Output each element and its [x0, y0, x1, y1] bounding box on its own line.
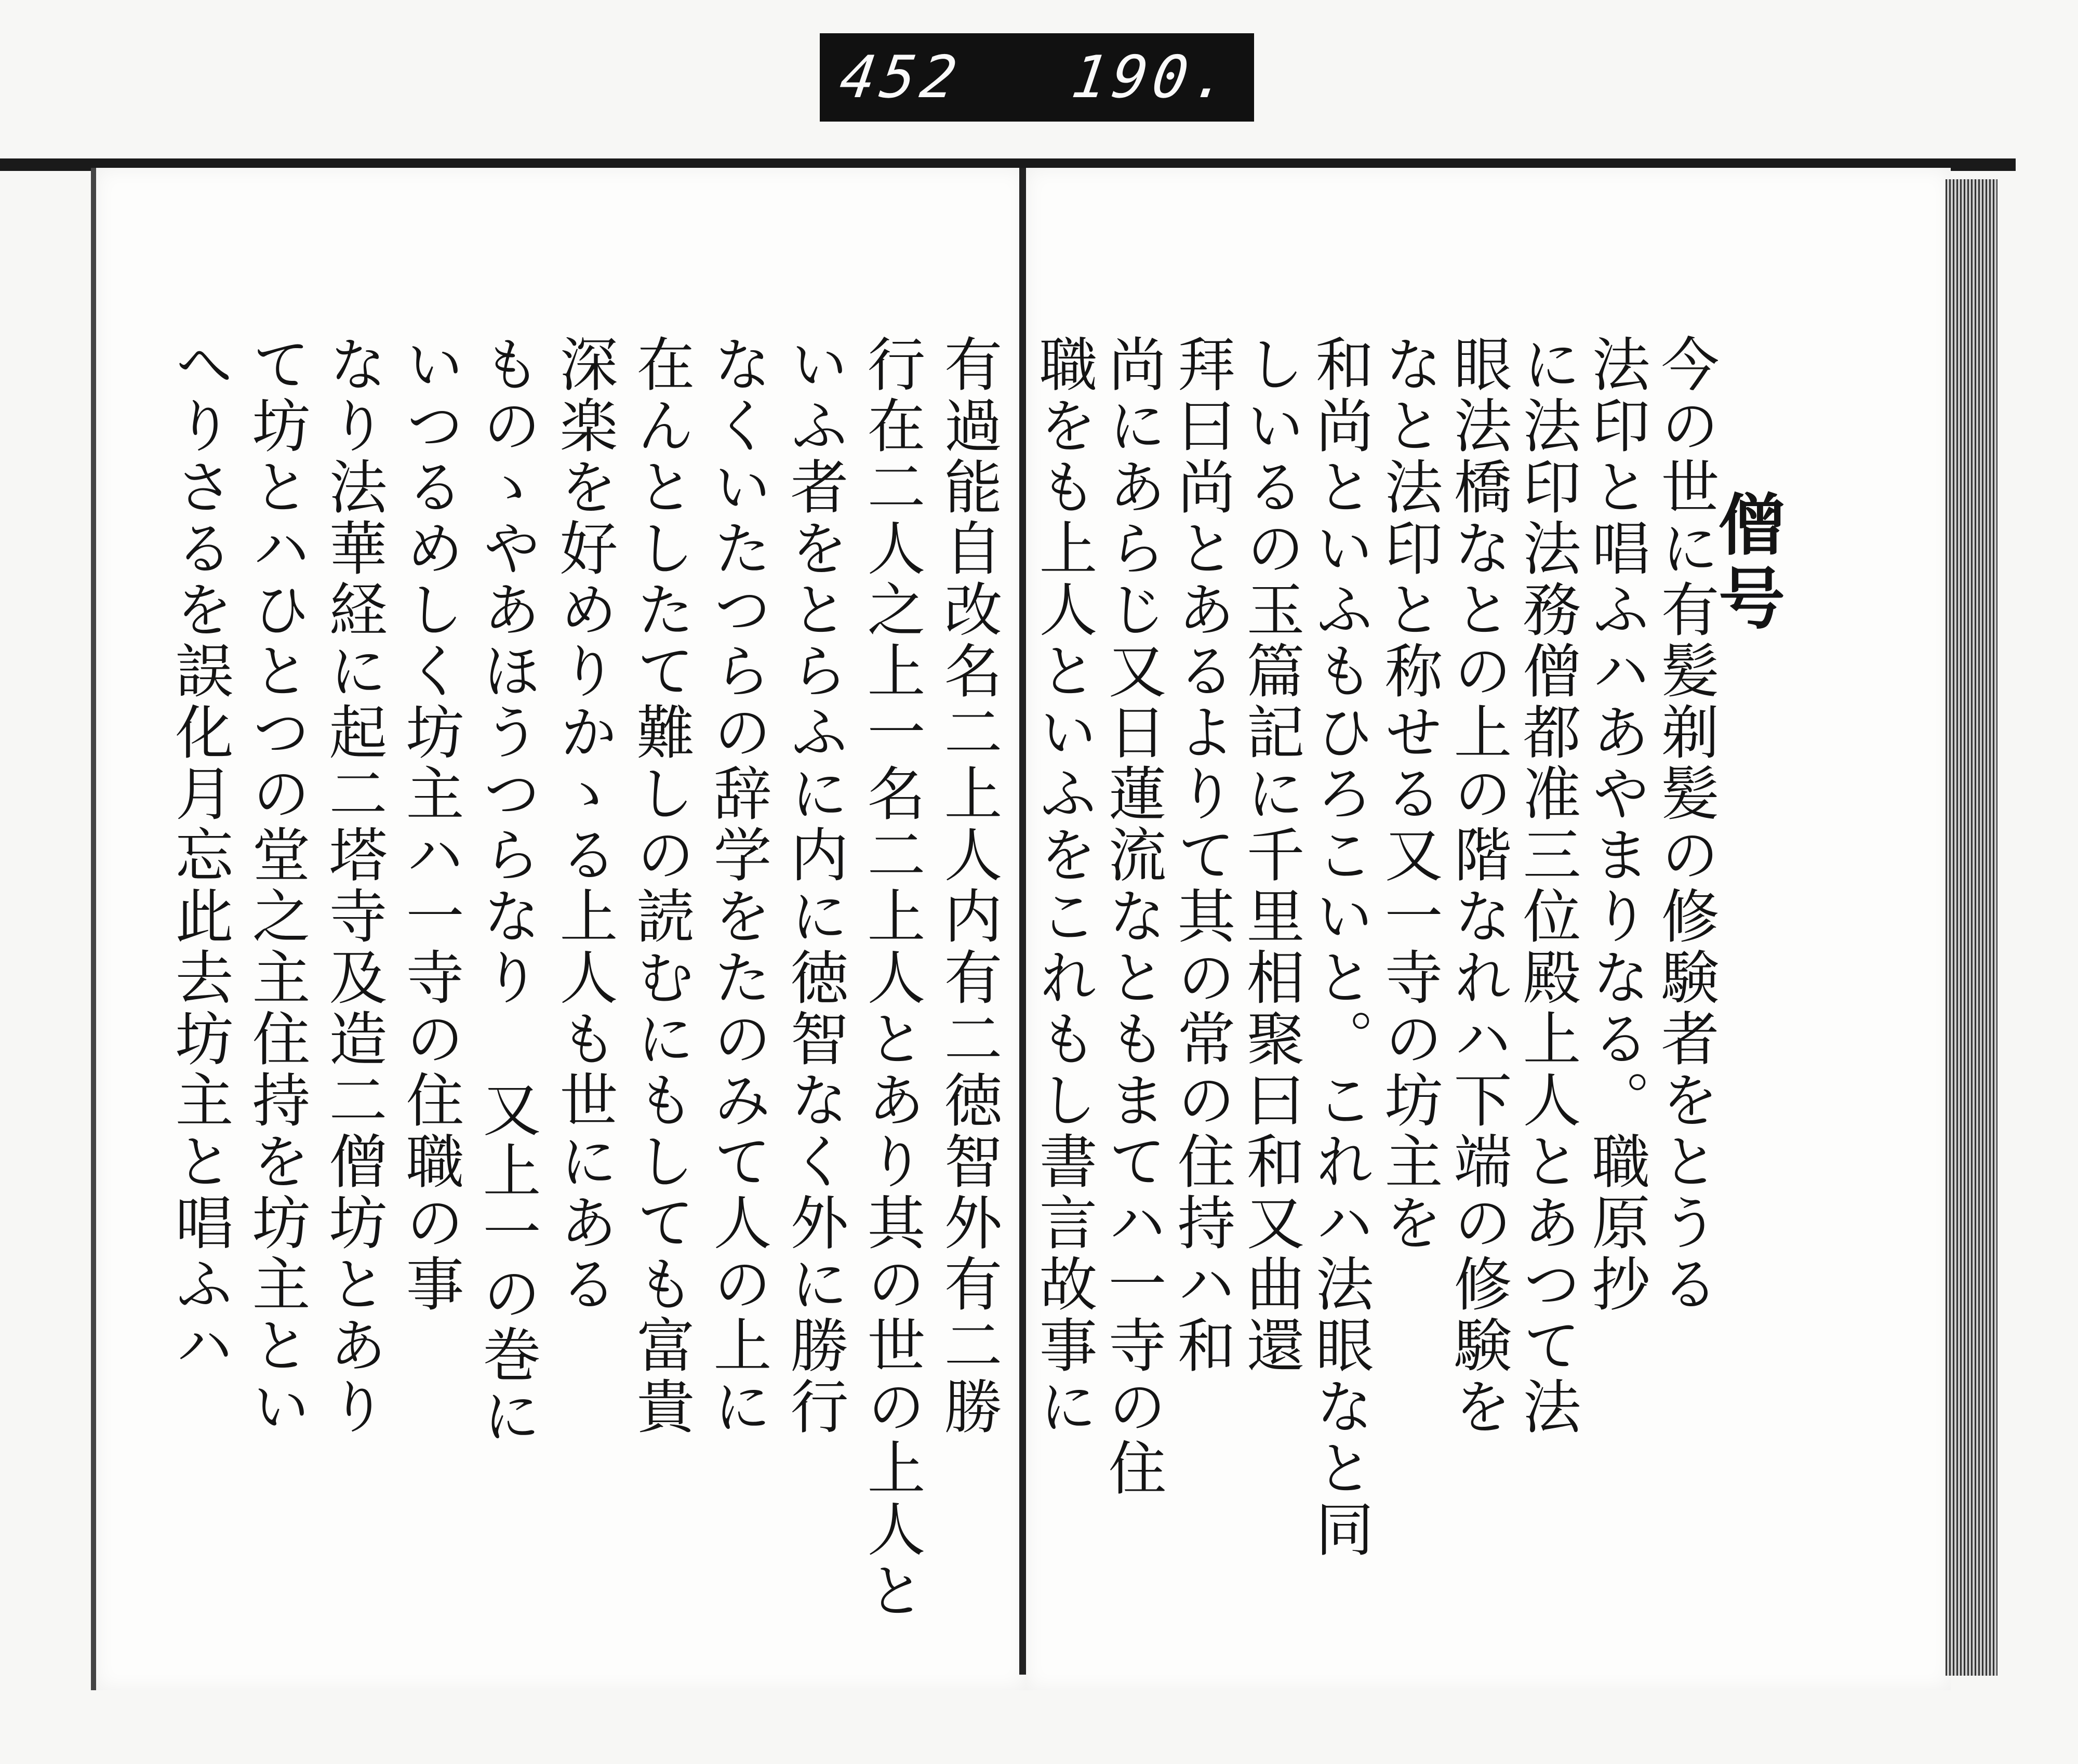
- text-column: 在んとしたて難しの読むにもしても富貴: [627, 334, 695, 1438]
- book-spine: [1019, 168, 1027, 1675]
- text-column: 職をも上人といふをこれもし書言故事に: [1030, 334, 1097, 1438]
- text-column: 有過能自改名二上人内有二徳智外有二勝: [935, 334, 1002, 1438]
- open-book: [0, 158, 2078, 1704]
- catalog-number-right: 190.: [1068, 44, 1238, 111]
- left-page: [91, 168, 1026, 1690]
- text-column: 和尚といふもひろこいと。これハ法眼なと同: [1306, 334, 1374, 1560]
- text-column: いつるめしく坊主ハ一寺の住職の事: [396, 334, 464, 1315]
- text-column: なくいたつらの辞学をたのみて人の上に: [704, 334, 771, 1438]
- text-column: 法印と唱ふハあやまりなる。職原抄: [1582, 334, 1650, 1315]
- text-column: 拜曰尚とあるよりて其の常の住持ハ和: [1168, 334, 1235, 1376]
- text-column: へりさるを誤化月忘此去坊主と唱ふハ: [166, 334, 233, 1376]
- right-page: [1026, 168, 1951, 1690]
- text-column: 深楽を好めりかゝる上人も世にある: [550, 334, 618, 1315]
- catalog-number-left: 452: [835, 44, 966, 111]
- text-column: なと法印と称せる又一寺の坊主を: [1375, 334, 1443, 1254]
- text-column: いふ者をとらふに内に徳智なく外に勝行: [781, 334, 848, 1438]
- text-column: しいるの玉篇記に千里相聚曰和又曲還: [1237, 334, 1304, 1376]
- text-column: ものゝやあほうつらなり 又上一の巻に: [473, 334, 541, 1447]
- catalog-label: [820, 33, 1254, 122]
- text-column: 尚にあらじ又日蓮流なともまてハ一寺の住: [1099, 334, 1166, 1499]
- text-column: なり法華経に起二塔寺及造二僧坊とあり: [319, 334, 387, 1438]
- text-column: 行在二人之上一名二上人とあり其の世の上人と: [858, 334, 925, 1622]
- section-title: 僧号: [1707, 490, 1785, 638]
- text-column: 今の世に有髪剃髪の修験者をとうる: [1651, 334, 1719, 1315]
- page-fore-edge: [1946, 179, 1997, 1676]
- text-column: 眼法橋なとの上の階なれハ下端の修験を: [1444, 334, 1512, 1438]
- text-column: に法印法務僧都准三位殿上人とあつて法: [1513, 334, 1581, 1438]
- text-column: て坊とハひとつの堂之主住持を坊主とい: [243, 334, 310, 1438]
